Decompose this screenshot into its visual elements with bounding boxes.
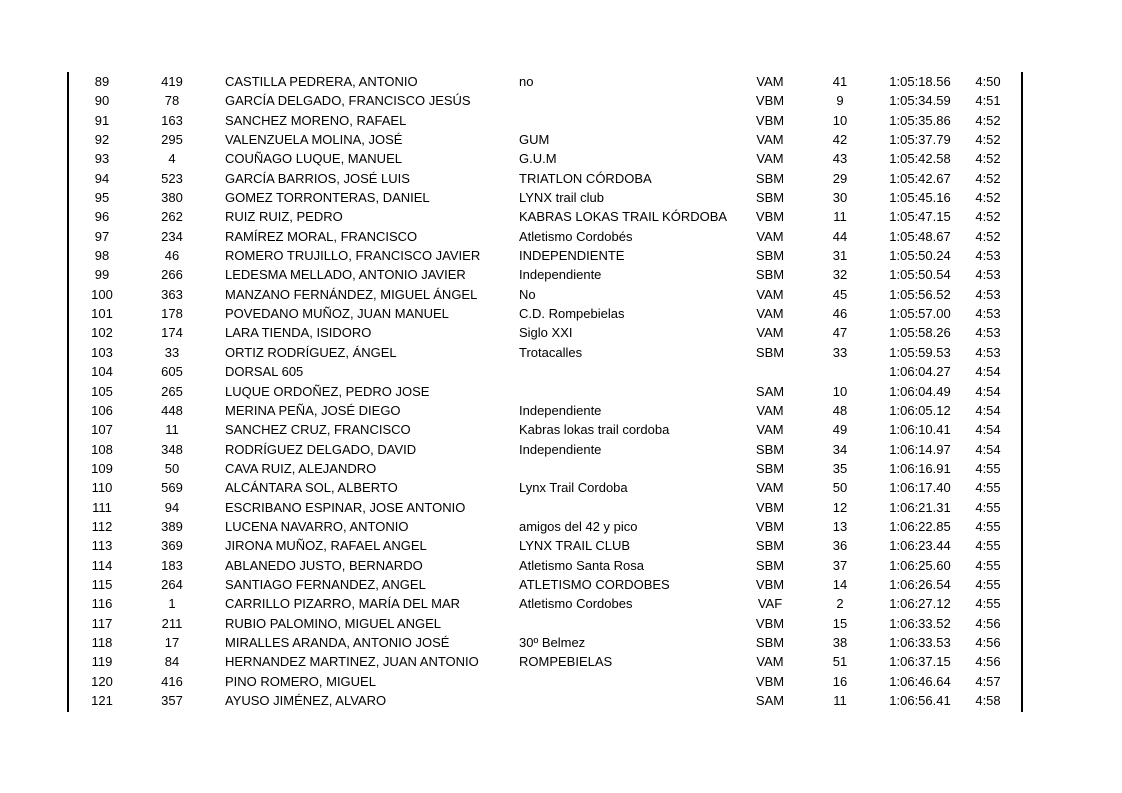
runner-name-cell: DORSAL 605 <box>225 364 304 380</box>
category-position-cell: 34 <box>832 441 848 457</box>
time-cell: 1:06:26.54 <box>889 576 951 592</box>
club-cell: Independiente <box>519 441 602 457</box>
category-cell: VAM <box>756 306 784 322</box>
club-cell: ROMPEBIELAS <box>519 654 613 670</box>
time-cell: 1:05:45.16 <box>889 190 951 206</box>
category-cell: VAM <box>756 132 784 148</box>
position-cell: 117 <box>91 615 113 631</box>
category-cell: VAM <box>756 422 784 438</box>
category-position-cell: 36 <box>832 538 848 554</box>
category-cell: VBM <box>755 499 785 515</box>
category-cell: VAM <box>756 654 784 670</box>
table-row <box>70 614 1020 633</box>
category-cell: VAM <box>756 151 784 167</box>
time-cell: 1:06:05.12 <box>889 402 951 418</box>
club-cell: Independiente <box>519 402 602 418</box>
table-row <box>70 594 1020 613</box>
pace-cell: 4:57 <box>975 673 1001 689</box>
time-cell: 1:05:42.67 <box>889 170 951 186</box>
time-cell: 1:05:50.24 <box>889 248 951 264</box>
position-cell: 92 <box>94 132 110 148</box>
category-position-cell: 13 <box>832 518 848 534</box>
category-cell: SBM <box>755 557 785 573</box>
time-cell: 1:05:35.86 <box>889 112 951 128</box>
position-cell: 120 <box>91 673 113 689</box>
table-row <box>70 188 1020 207</box>
table-row <box>70 323 1020 342</box>
category-position-cell: 42 <box>832 132 848 148</box>
category-position-cell: 35 <box>832 460 848 476</box>
pace-cell: 4:58 <box>975 693 1001 708</box>
category-position-cell: 44 <box>832 228 848 244</box>
pace-cell: 4:54 <box>975 383 1001 399</box>
pace-cell: 4:54 <box>975 402 1001 418</box>
dorsal-cell: 389 <box>161 518 183 534</box>
category-position-cell: 48 <box>832 402 848 418</box>
time-cell: 1:05:42.58 <box>889 151 951 167</box>
category-cell: SBM <box>755 460 785 476</box>
position-cell: 101 <box>91 306 113 322</box>
runner-name-cell: RUIZ RUIZ, PEDRO <box>225 209 343 225</box>
club-cell: TRIATLON CÓRDOBA <box>519 170 652 186</box>
pace-cell: 4:53 <box>975 306 1001 322</box>
table-row <box>70 72 1020 91</box>
table-row <box>70 556 1020 575</box>
time-cell: 1:06:17.40 <box>889 480 951 496</box>
time-cell: 1:06:04.27 <box>889 364 951 380</box>
runner-name-cell: HERNANDEZ MARTINEZ, JUAN ANTONIO <box>225 654 479 670</box>
dorsal-cell: 17 <box>164 634 180 650</box>
category-position-cell: 51 <box>832 654 848 670</box>
pace-cell: 4:55 <box>975 557 1001 573</box>
dorsal-cell: 183 <box>161 557 183 573</box>
table-row <box>70 652 1020 671</box>
table-row <box>70 517 1020 536</box>
category-cell: VBM <box>755 615 785 631</box>
pace-cell: 4:51 <box>975 93 1001 109</box>
category-cell: VBM <box>755 209 785 225</box>
category-position-cell: 43 <box>832 151 848 167</box>
dorsal-cell: 1 <box>168 596 176 612</box>
category-cell: SBM <box>755 441 785 457</box>
club-cell: No <box>519 286 536 302</box>
category-position-cell: 15 <box>832 615 848 631</box>
category-position-cell: 11 <box>833 209 847 225</box>
runner-name-cell: CAVA RUIZ, ALEJANDRO <box>225 460 377 476</box>
category-position-cell: 29 <box>832 170 848 186</box>
time-cell: 1:06:56.41 <box>889 693 951 708</box>
position-cell: 91 <box>94 112 110 128</box>
dorsal-cell: 78 <box>164 93 180 109</box>
table-row <box>70 362 1020 381</box>
position-cell: 115 <box>91 576 113 592</box>
club-cell: G.U.M <box>519 151 557 167</box>
table-row <box>70 575 1020 594</box>
position-cell: 116 <box>91 596 113 612</box>
dorsal-cell: 348 <box>161 441 183 457</box>
runner-name-cell: AYUSO JIMÉNEZ, ALVARO <box>225 693 387 708</box>
position-cell: 109 <box>91 460 113 476</box>
dorsal-cell: 523 <box>161 170 183 186</box>
dorsal-cell: 50 <box>164 460 180 476</box>
category-position-cell: 10 <box>832 383 848 399</box>
category-position-cell: 30 <box>832 190 848 206</box>
category-cell: VAM <box>756 480 784 496</box>
runner-name-cell: LUQUE ORDOÑEZ, PEDRO JOSE <box>225 383 430 399</box>
category-position-cell: 33 <box>832 344 848 360</box>
position-cell: 102 <box>91 325 113 341</box>
pace-cell: 4:55 <box>975 576 1001 592</box>
club-cell: C.D. Rompebielas <box>519 306 625 322</box>
dorsal-cell: 33 <box>164 344 180 360</box>
dorsal-cell: 369 <box>161 538 183 554</box>
left-border-line <box>67 72 69 712</box>
table-row <box>70 672 1020 691</box>
runner-name-cell: COUÑAGO LUQUE, MANUEL <box>225 151 402 167</box>
runner-name-cell: MIRALLES ARANDA, ANTONIO JOSÉ <box>225 634 450 650</box>
table-row <box>70 91 1020 110</box>
runner-name-cell: LEDESMA MELLADO, ANTONIO JAVIER <box>225 267 466 283</box>
category-position-cell: 32 <box>832 267 848 283</box>
pace-cell: 4:56 <box>975 634 1001 650</box>
time-cell: 1:05:56.52 <box>889 286 951 302</box>
dorsal-cell: 11 <box>165 422 179 438</box>
time-cell: 1:06:22.85 <box>889 518 951 534</box>
pace-cell: 4:55 <box>975 460 1001 476</box>
runner-name-cell: ALCÁNTARA SOL, ALBERTO <box>225 480 398 496</box>
time-cell: 1:06:23.44 <box>889 538 951 554</box>
runner-name-cell: ABLANEDO JUSTO, BERNARDO <box>225 557 423 573</box>
time-cell: 1:06:46.64 <box>889 673 951 689</box>
pace-cell: 4:50 <box>975 74 1001 89</box>
pace-cell: 4:53 <box>975 344 1001 360</box>
runner-name-cell: LUCENA NAVARRO, ANTONIO <box>225 518 409 534</box>
pace-cell: 4:52 <box>975 190 1001 206</box>
category-position-cell: 12 <box>832 499 848 515</box>
dorsal-cell: 178 <box>161 306 183 322</box>
dorsal-cell: 264 <box>161 576 183 592</box>
category-position-cell: 14 <box>832 576 848 592</box>
time-cell: 1:05:34.59 <box>889 93 951 109</box>
dorsal-cell: 419 <box>161 74 183 89</box>
position-cell: 97 <box>94 228 110 244</box>
category-cell: SBM <box>755 344 785 360</box>
position-cell: 99 <box>94 267 110 283</box>
club-cell: Kabras lokas trail cordoba <box>519 422 670 438</box>
dorsal-cell: 163 <box>161 112 183 128</box>
dorsal-cell: 448 <box>161 402 183 418</box>
category-position-cell: 31 <box>832 248 848 264</box>
pace-cell: 4:54 <box>975 364 1001 380</box>
dorsal-cell: 416 <box>161 673 183 689</box>
category-position-cell: 41 <box>832 74 848 89</box>
position-cell: 95 <box>94 190 110 206</box>
category-position-cell: 11 <box>833 693 847 708</box>
pace-cell: 4:55 <box>975 518 1001 534</box>
category-cell: SBM <box>755 248 785 264</box>
runner-name-cell: CASTILLA PEDRERA, ANTONIO <box>225 74 418 89</box>
time-cell: 1:06:21.31 <box>889 499 951 515</box>
position-cell: 113 <box>91 538 113 554</box>
pace-cell: 4:56 <box>975 654 1001 670</box>
dorsal-cell: 605 <box>161 364 183 380</box>
runner-name-cell: ORTIZ RODRÍGUEZ, ÁNGEL <box>225 344 397 360</box>
club-cell: Atletismo Cordobés <box>519 228 633 244</box>
time-cell: 1:05:59.53 <box>889 344 951 360</box>
table-row <box>70 382 1020 401</box>
club-cell: LYNX trail club <box>519 190 605 206</box>
category-position-cell: 10 <box>832 112 848 128</box>
runner-name-cell: CARRILLO PIZARRO, MARÍA DEL MAR <box>225 596 461 612</box>
position-cell: 98 <box>94 248 110 264</box>
position-cell: 100 <box>91 286 113 302</box>
club-cell: KABRAS LOKAS TRAIL KÓRDOBA <box>519 209 728 225</box>
time-cell: 1:05:50.54 <box>889 267 951 283</box>
club-cell: GUM <box>519 132 550 148</box>
category-cell: VAM <box>756 228 784 244</box>
time-cell: 1:05:37.79 <box>889 132 951 148</box>
category-position-cell: 38 <box>832 634 848 650</box>
table-row <box>70 420 1020 439</box>
runner-name-cell: RAMÍREZ MORAL, FRANCISCO <box>225 228 418 244</box>
club-cell: no <box>519 74 534 89</box>
pace-cell: 4:52 <box>975 170 1001 186</box>
pace-cell: 4:56 <box>975 615 1001 631</box>
dorsal-cell: 265 <box>161 383 183 399</box>
dorsal-cell: 266 <box>161 267 183 283</box>
table-row <box>70 478 1020 497</box>
table-row <box>70 246 1020 265</box>
table-row <box>70 285 1020 304</box>
time-cell: 1:06:25.60 <box>889 557 951 573</box>
position-cell: 94 <box>94 170 110 186</box>
category-position-cell: 37 <box>832 557 848 573</box>
club-cell: amigos del 42 y pico <box>519 518 638 534</box>
table-row <box>70 304 1020 323</box>
runner-name-cell: GOMEZ TORRONTERAS, DANIEL <box>225 190 430 206</box>
pace-cell: 4:55 <box>975 596 1001 612</box>
runner-name-cell: RUBIO PALOMINO, MIGUEL ANGEL <box>225 615 441 631</box>
club-cell: Siglo XXI <box>519 325 573 341</box>
runner-name-cell: PINO ROMERO, MIGUEL <box>225 673 376 689</box>
table-row <box>70 459 1020 478</box>
pace-cell: 4:52 <box>975 132 1001 148</box>
table-row <box>70 227 1020 246</box>
pace-cell: 4:55 <box>975 480 1001 496</box>
runner-name-cell: POVEDANO MUÑOZ, JUAN MANUEL <box>225 306 449 322</box>
category-cell: VAM <box>756 325 784 341</box>
club-cell: Atletismo Cordobes <box>519 596 633 612</box>
time-cell: 1:06:10.41 <box>889 422 951 438</box>
pace-cell: 4:55 <box>975 538 1001 554</box>
pace-cell: 4:53 <box>975 267 1001 283</box>
category-position-cell: 50 <box>832 480 848 496</box>
dorsal-cell: 174 <box>161 325 183 341</box>
dorsal-cell: 4 <box>168 151 176 167</box>
dorsal-cell: 569 <box>161 480 183 496</box>
position-cell: 96 <box>94 209 110 225</box>
table-row <box>70 633 1020 652</box>
position-cell: 103 <box>91 344 113 360</box>
table-row <box>70 169 1020 188</box>
position-cell: 104 <box>91 364 113 380</box>
position-cell: 106 <box>91 402 113 418</box>
category-position-cell: 46 <box>832 306 848 322</box>
pace-cell: 4:52 <box>975 151 1001 167</box>
runner-name-cell: RODRÍGUEZ DELGADO, DAVID <box>225 441 417 457</box>
runner-name-cell: GARCÍA DELGADO, FRANCISCO JESÚS <box>225 93 471 109</box>
table-row <box>70 343 1020 362</box>
pace-cell: 4:53 <box>975 325 1001 341</box>
position-cell: 107 <box>91 422 113 438</box>
runner-name-cell: JIRONA MUÑOZ, RAFAEL ANGEL <box>225 538 427 554</box>
position-cell: 118 <box>91 634 113 650</box>
right-border-line <box>1021 72 1023 712</box>
club-cell: Atletismo Santa Rosa <box>519 557 645 573</box>
pace-cell: 4:55 <box>975 499 1001 515</box>
results-table <box>70 72 1020 710</box>
table-row <box>70 149 1020 168</box>
category-position-cell: 45 <box>832 286 848 302</box>
category-cell: SAM <box>755 383 785 399</box>
position-cell: 111 <box>92 499 112 515</box>
pace-cell: 4:53 <box>975 286 1001 302</box>
category-cell: VBM <box>755 93 785 109</box>
pace-cell: 4:54 <box>975 441 1001 457</box>
category-cell: VBM <box>755 576 785 592</box>
category-cell: VBM <box>755 673 785 689</box>
position-cell: 108 <box>91 441 113 457</box>
category-cell: VAM <box>756 402 784 418</box>
time-cell: 1:06:33.52 <box>889 615 951 631</box>
pace-cell: 4:53 <box>975 248 1001 264</box>
table-row <box>70 130 1020 149</box>
time-cell: 1:05:47.15 <box>889 209 951 225</box>
category-position-cell: 9 <box>836 93 844 109</box>
dorsal-cell: 295 <box>161 132 183 148</box>
position-cell: 90 <box>94 93 110 109</box>
pace-cell: 4:52 <box>975 228 1001 244</box>
category-cell: SAM <box>755 693 785 708</box>
table-row <box>70 265 1020 284</box>
club-cell: ATLETISMO CORDOBES <box>519 576 670 592</box>
table-row <box>70 536 1020 555</box>
category-cell: SBM <box>755 634 785 650</box>
category-cell: VAM <box>756 74 784 89</box>
runner-name-cell: MANZANO FERNÁNDEZ, MIGUEL ÁNGEL <box>225 286 478 302</box>
time-cell: 1:06:27.12 <box>889 596 951 612</box>
dorsal-cell: 94 <box>164 499 180 515</box>
category-position-cell: 47 <box>832 325 848 341</box>
category-position-cell: 49 <box>832 422 848 438</box>
runner-name-cell: ESCRIBANO ESPINAR, JOSE ANTONIO <box>225 499 466 515</box>
club-cell: Trotacalles <box>519 344 583 360</box>
table-row <box>70 440 1020 459</box>
runner-name-cell: SANCHEZ MORENO, RAFAEL <box>225 112 407 128</box>
category-cell: SBM <box>755 267 785 283</box>
club-cell: LYNX TRAIL CLUB <box>519 538 631 554</box>
dorsal-cell: 357 <box>161 693 183 708</box>
time-cell: 1:06:37.15 <box>889 654 951 670</box>
position-cell: 105 <box>91 383 113 399</box>
pace-cell: 4:52 <box>975 112 1001 128</box>
table-row <box>70 498 1020 517</box>
table-row <box>70 401 1020 420</box>
runner-name-cell: SANTIAGO FERNANDEZ, ANGEL <box>225 576 426 592</box>
runner-name-cell: MERINA PEÑA, JOSÉ DIEGO <box>225 402 401 418</box>
club-cell: Independiente <box>519 267 602 283</box>
category-cell: SBM <box>755 538 785 554</box>
club-cell: INDEPENDIENTE <box>519 248 625 264</box>
dorsal-cell: 234 <box>161 228 183 244</box>
category-cell: VBM <box>755 112 785 128</box>
runner-name-cell: SANCHEZ CRUZ, FRANCISCO <box>225 422 411 438</box>
category-position-cell: 2 <box>836 596 844 612</box>
position-cell: 114 <box>91 557 113 573</box>
table-row <box>70 691 1020 710</box>
dorsal-cell: 211 <box>161 615 183 631</box>
position-cell: 110 <box>91 480 113 496</box>
position-cell: 112 <box>91 518 113 534</box>
dorsal-cell: 262 <box>161 209 183 225</box>
time-cell: 1:05:18.56 <box>889 74 951 89</box>
dorsal-cell: 380 <box>161 190 183 206</box>
category-cell: VBM <box>755 518 785 534</box>
position-cell: 93 <box>94 151 110 167</box>
time-cell: 1:05:48.67 <box>889 228 951 244</box>
table-row <box>70 111 1020 130</box>
club-cell: 30º Belmez <box>519 634 586 650</box>
runner-name-cell: GARCÍA BARRIOS, JOSÉ LUIS <box>225 170 410 186</box>
category-cell: VAF <box>757 596 783 612</box>
time-cell: 1:05:58.26 <box>889 325 951 341</box>
category-cell: VAM <box>756 286 784 302</box>
category-position-cell: 16 <box>832 673 848 689</box>
pace-cell: 4:54 <box>975 422 1001 438</box>
category-cell: SBM <box>755 190 785 206</box>
dorsal-cell: 363 <box>161 286 183 302</box>
runner-name-cell: LARA TIENDA, ISIDORO <box>225 325 372 341</box>
table-row <box>70 207 1020 226</box>
time-cell: 1:06:14.97 <box>889 441 951 457</box>
time-cell: 1:06:33.53 <box>889 634 951 650</box>
time-cell: 1:05:57.00 <box>889 306 951 322</box>
dorsal-cell: 46 <box>164 248 180 264</box>
position-cell: 121 <box>91 693 113 708</box>
pace-cell: 4:52 <box>975 209 1001 225</box>
time-cell: 1:06:04.49 <box>889 383 951 399</box>
time-cell: 1:06:16.91 <box>889 460 951 476</box>
position-cell: 119 <box>91 654 113 670</box>
club-cell: Lynx Trail Cordoba <box>519 480 628 496</box>
dorsal-cell: 84 <box>164 654 180 670</box>
runner-name-cell: ROMERO TRUJILLO, FRANCISCO JAVIER <box>225 248 481 264</box>
position-cell: 89 <box>94 74 110 89</box>
runner-name-cell: VALENZUELA MOLINA, JOSÉ <box>225 132 403 148</box>
category-cell: SBM <box>755 170 785 186</box>
